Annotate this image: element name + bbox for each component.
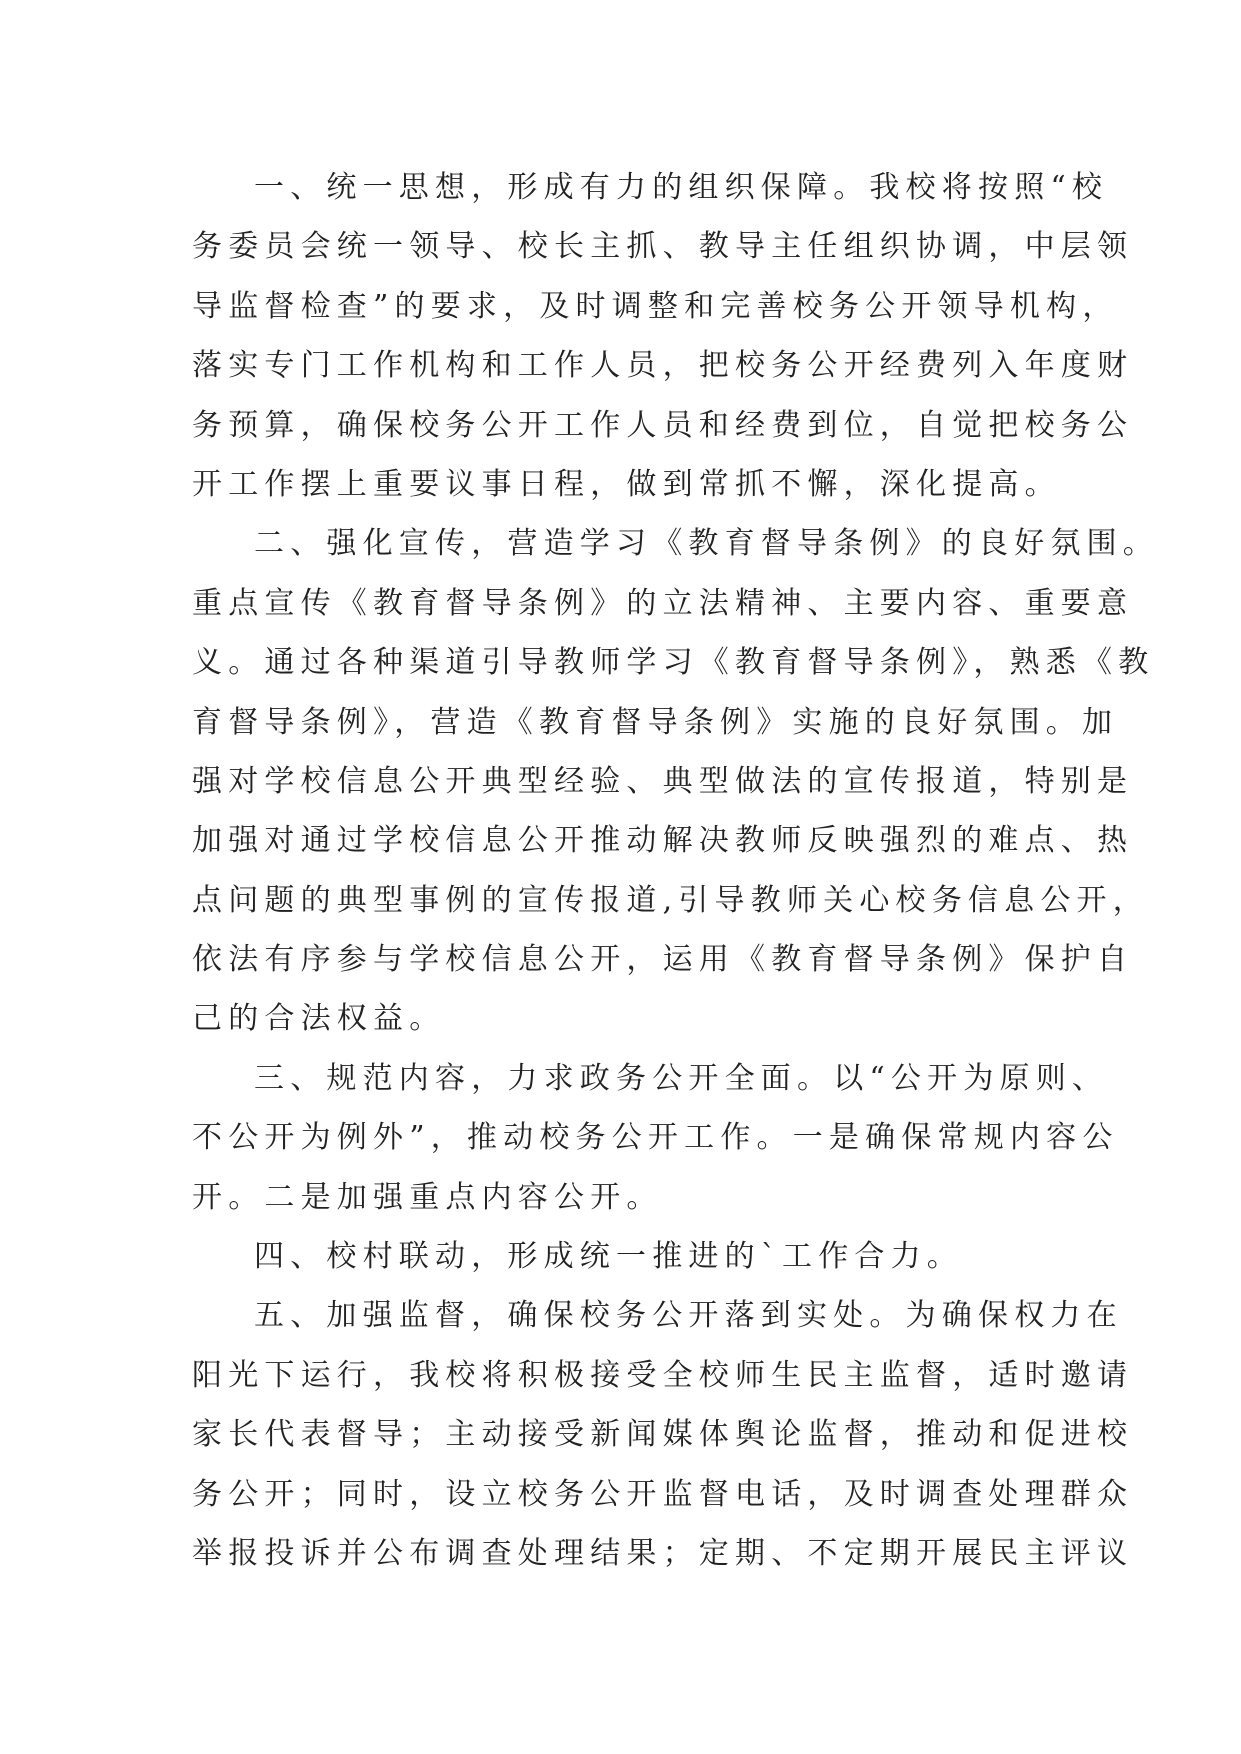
paragraph-1-line-4: 落实专门工作机构和工作人员，把校务公开经费列入年度财: [192, 348, 1134, 384]
paragraph-2-line-9: 己的合法权益。: [192, 1001, 446, 1037]
paragraph-3-line-1: 三、规范内容，力求政务公开全面。以“公开为原则、: [254, 1060, 1109, 1096]
paragraph-2-line-7: 点问题的典型事例的宣传报道,引导教师关心校务信息公开，: [192, 882, 1149, 918]
paragraph-5-line-2: 阳光下运行，我校将积极接受全校师生民主监督，适时邀请: [192, 1357, 1134, 1393]
paragraph-1-line-2: 务委员会统一领导、校长主抓、教导主任组织协调，中层领: [192, 229, 1134, 265]
paragraph-2-line-5: 强对学校信息公开典型经验、典型做法的宣传报道，特别是: [192, 763, 1134, 799]
paragraph-1-line-3: 导监督检查”的要求，及时调整和完善校务公开领导机构，: [192, 288, 1119, 324]
paragraph-3-line-3: 开。二是加强重点内容公开。: [192, 1179, 663, 1215]
paragraph-1-line-5: 务预算，确保校务公开工作人员和经费到位，自觉把校务公: [192, 407, 1134, 443]
paragraph-2-line-1: 二、强化宣传，营造学习《教育督导条例》的良好氛围。: [254, 526, 1159, 562]
document-body: [192, 158, 1159, 1583]
paragraph-1-line-6: 开工作摆上重要议事日程，做到常抓不懈，深化提高。: [192, 466, 1061, 502]
paragraph-2-line-8: 依法有序参与学校信息公开，运用《教育督导条例》保护自: [192, 942, 1134, 978]
paragraph-2-line-2: 重点宣传《教育督导条例》的立法精神、主要内容、重要意: [192, 585, 1134, 621]
paragraph-4-line-1: 四、校村联动，形成统一推进的`工作合力。: [254, 1239, 963, 1275]
paragraph-5-line-5: 举报投诉并公布调查处理结果；定期、不定期开展民主评议: [192, 1535, 1134, 1571]
paragraph-1-line-1: 一、统一思想，形成有力的组织保障。我校将按照“校: [254, 170, 1109, 205]
paragraph-3-line-2: 不公开为例外”，推动校务公开工作。一是确保常规内容公: [192, 1120, 1119, 1156]
paragraph-5-line-1: 五、加强监督，确保校务公开落到实处。为确保权力在: [254, 1298, 1123, 1334]
paragraph-2-line-3: 义。通过各种渠道引导教师学习《教育督导条例》，熟悉《教: [192, 645, 1155, 681]
paragraph-5-line-3: 家长代表督导；主动接受新闻媒体舆论监督，推动和促进校: [192, 1417, 1134, 1453]
paragraph-2-line-4: 育督导条例》，营造《教育督导条例》实施的良好氛围。加: [192, 704, 1119, 740]
paragraph-2-line-6: 加强对通过学校信息公开推动解决教师反映强烈的难点、热: [192, 823, 1134, 859]
paragraph-5-line-4: 务公开；同时，设立校务公开监督电话，及时调查处理群众: [192, 1476, 1134, 1512]
